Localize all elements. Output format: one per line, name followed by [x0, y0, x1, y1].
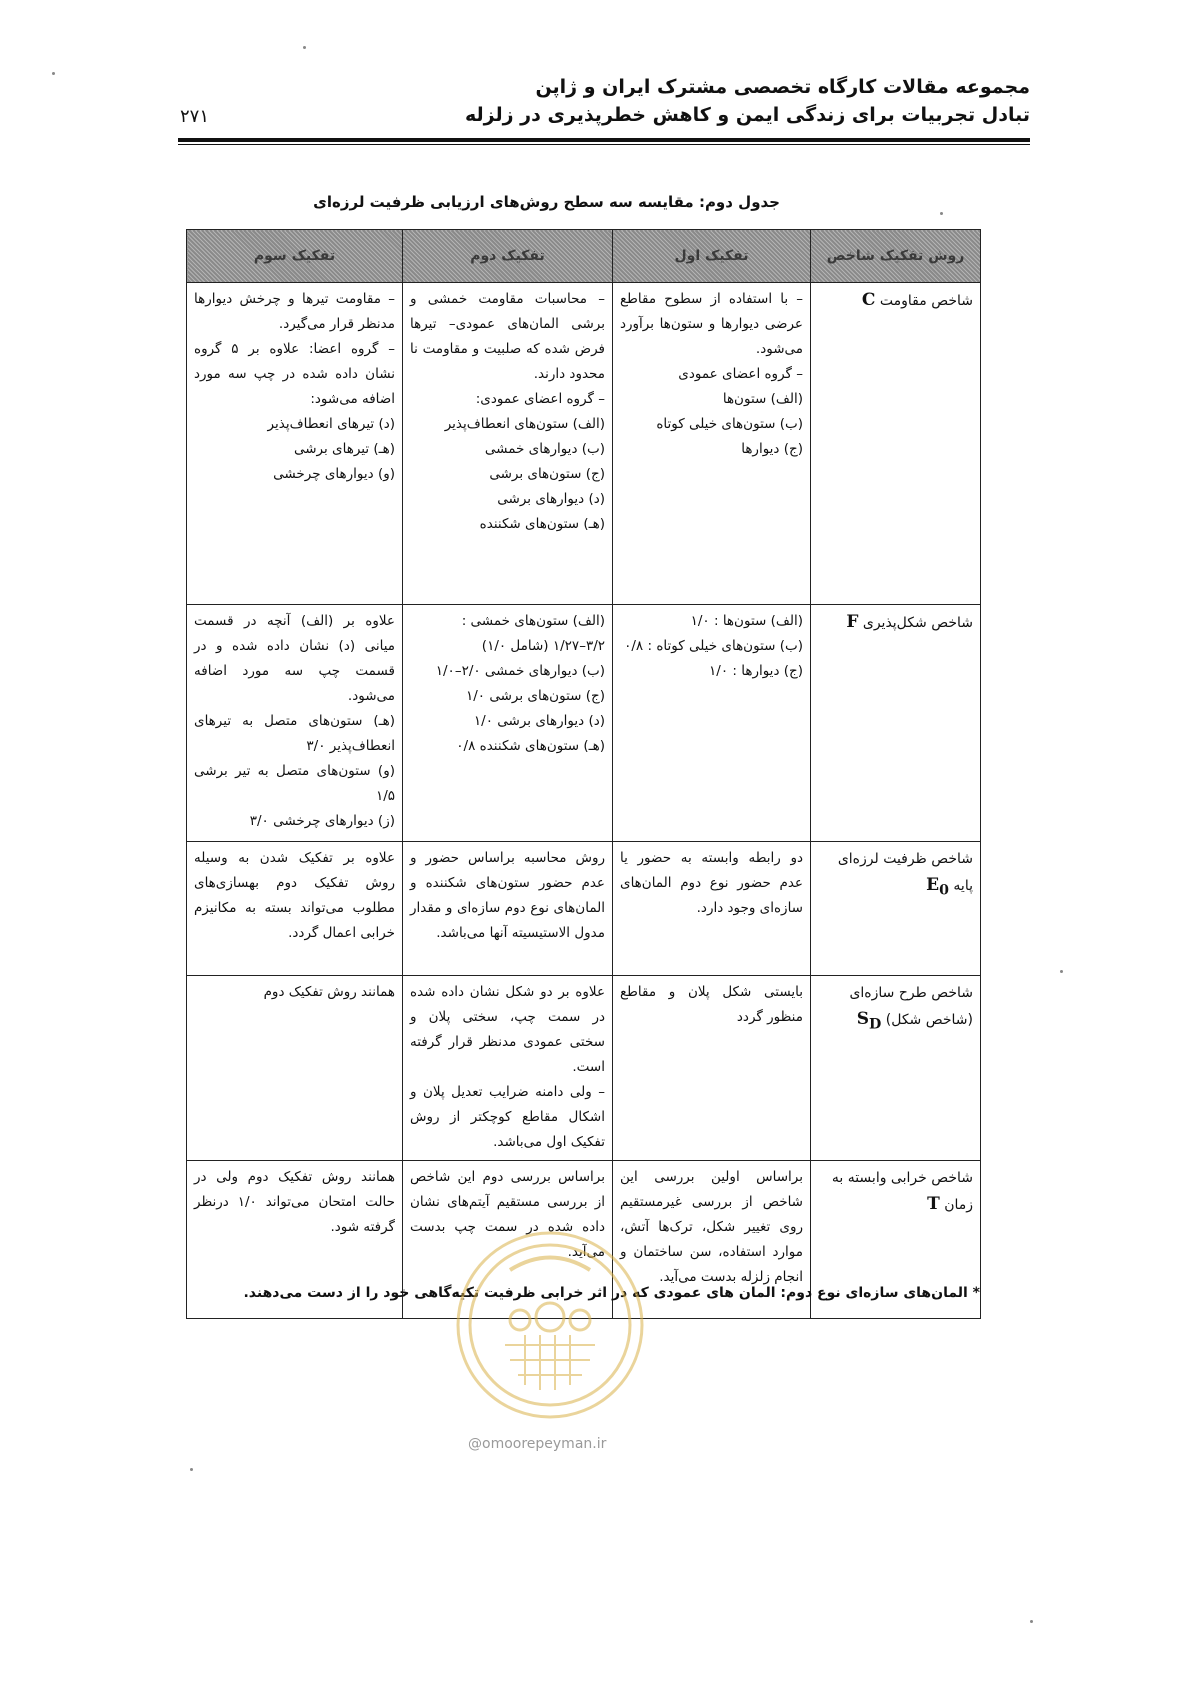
cell-first-level: دو رابطه وابسته به حضور یا عدم حضور نوع دوم المان‌های سازه‌ای وجود دارد. [613, 842, 811, 976]
table-caption: جدول دوم: مقایسه سه سطح روش‌های ارزیابی ظرفیت لرزه‌ای [313, 193, 780, 211]
scan-speck [52, 72, 55, 75]
footnote: * المان‌های سازه‌ای نوع دوم: المان های عمودی که در اثر خرابی ظرفیت تکیه‌گاهی خود را از دست می‌دهند. [243, 1285, 980, 1301]
column-header-index: روش تفکیک شاخص [811, 230, 981, 283]
cell-third-level: همانند روش تفکیک دوم [187, 976, 403, 1161]
cell-first-level: – با استفاده از سطوح مقاطع عرضی دیوارها و ستون‌ها برآورد می‌شود. – گروه اعضای عمودی (الف) ستون‌ها (ب) ستون‌های خیلی کوتاه (ج) دیوارها [613, 283, 811, 605]
watermark-seal-icon [450, 1225, 650, 1425]
cell-third-level: علاوه بر (الف) آنچه در قسمت میانی (د) نشان داده شده و در قسمت چپ سه مورد اضافه می‌شود. (هـ) ستون‌های متصل به تیرهای انعطاف‌پذیر ۳/۰ (و) ستون‌های متصل به تیر برشی ۱/۵ (ز) دیوارهای چرخشی ۳/۰ [187, 605, 403, 842]
scan-speck [940, 212, 943, 215]
comparison-table [186, 229, 981, 1319]
book-title: مجموعه مقالات کارگاه تخصصی مشترک ایران و ژاپن [535, 76, 1030, 98]
table-row [187, 842, 981, 976]
header-rule-thin [178, 144, 1030, 145]
index-symbol: $S_D$ [856, 1009, 882, 1033]
index-symbol: $E_0$ [926, 875, 949, 899]
table-header-row [187, 230, 981, 283]
row-label [811, 842, 981, 976]
book-subtitle: تبادل تجربیات برای زندگی ایمن و کاهش خطرپذیری در زلزله [465, 104, 1030, 126]
cell-second-level: روش محاسبه براساس حضور و عدم حضور ستون‌های شکننده و المان‌های نوع دوم سازه‌ای و مقدار مدول الاستیسیته آنها می‌باشد. [403, 842, 613, 976]
page-number: ۲۷۱ [180, 106, 210, 127]
scan-speck [1030, 1620, 1033, 1623]
scan-speck [190, 1468, 193, 1471]
column-header-first: تفکیک اول [613, 230, 811, 283]
row-label [811, 976, 981, 1161]
index-name: شاخص طرح سازه‌ای (شاخص شکل) [849, 985, 973, 1028]
index-name: شاخص خرابی وابسته به زمان [831, 1170, 973, 1213]
table-row [187, 283, 981, 605]
column-header-second: تفکیک دوم [403, 230, 613, 283]
index-name: شاخص ظرفیت لرزه‌ای پایه [837, 851, 973, 894]
scan-speck [1060, 970, 1063, 973]
table-row [187, 605, 981, 842]
row-label [811, 605, 981, 842]
watermark-url: @omoorepeyman.ir [468, 1436, 607, 1452]
table-row [187, 976, 981, 1161]
scan-speck [303, 46, 306, 49]
row-label [811, 283, 981, 605]
cell-third-level: همانند روش تفکیک دوم ولی در حالت امتحان می‌تواند ۱/۰ درنظر گرفته شود. [187, 1161, 403, 1319]
cell-second-level: (الف) ستون‌های خمشی : ۳/۲–۱/۲۷ (شامل ۱/۰) (ب) دیوارهای خمشی ۲/۰–۱/۰ (ج) ستون‌های برشی ۱/۰ (د) دیوارهای برشی ۱/۰ (هـ) ستون‌های شکننده ۰/۸ [403, 605, 613, 842]
cell-third-level: علاوه بر تفکیک شدن به وسیله روش تفکیک دوم بهسازی‌های مطلوب می‌تواند بسته به مکانیزم خرابی اعمال گردد. [187, 842, 403, 976]
cell-second-level: علاوه بر دو شکل نشان داده شده در سمت چپ، سختی پلان و سختی عمودی مدنظر قرار گرفته است. – ولی دامنه ضرایب تعدیل پلان و اشکال مقاطع کوچکتر از روش تفکیک اول می‌باشد. [403, 976, 613, 1161]
cell-first-level: بایستی شکل پلان و مقاطع منظور گردد [613, 976, 811, 1161]
index-symbol: T [927, 1194, 940, 1214]
cell-second-level: براساس بررسی دوم این شاخص از بررسی مستقیم آیتم‌های نشان داده شده در سمت چپ بدست می‌آید. [403, 1161, 613, 1319]
index-name: شاخص مقاومت [879, 293, 973, 309]
index-symbol: C [861, 290, 876, 310]
header-rule [178, 138, 1030, 142]
index-symbol: F [846, 612, 859, 632]
cell-second-level: – محاسبات مقاومت خمشی و برشی المان‌های عمودی– تیرها فرض شده که صلبیت و مقاومت نا محدود دارند. – گروه اعضای عمودی: (الف) ستون‌های انعطاف‌پذیر (ب) دیوارهای خمشی (ج) ستون‌های برشی (د) دیوارهای برشی (هـ) ستون‌های شکننده [403, 283, 613, 605]
cell-third-level: – مقاومت تیرها و چرخش دیوارها مدنظر قرار می‌گیرد. – گروه اعضا: علاوه بر ۵ گروه نشان داده شده در چپ سه مورد اضافه می‌شود: (د) تیرهای انعطاف‌پذیر (هـ) تیرهای برشی (و) دیوارهای چرخشی [187, 283, 403, 605]
cell-first-level: براساس اولین بررسی این شاخص از بررسی غیرمستقیم روی تغییر شکل، ترک‌ها آتش، موارد استفاده، سن ساختمان و انجام زلزله بدست می‌آید. [613, 1161, 811, 1319]
column-header-third: تفکیک سوم [187, 230, 403, 283]
index-name: شاخص شکل‌پذیری [862, 615, 973, 631]
cell-first-level: (الف) ستون‌ها : ۱/۰ (ب) ستون‌های خیلی کوتاه : ۰/۸ (ج) دیوارها : ۱/۰ [613, 605, 811, 842]
